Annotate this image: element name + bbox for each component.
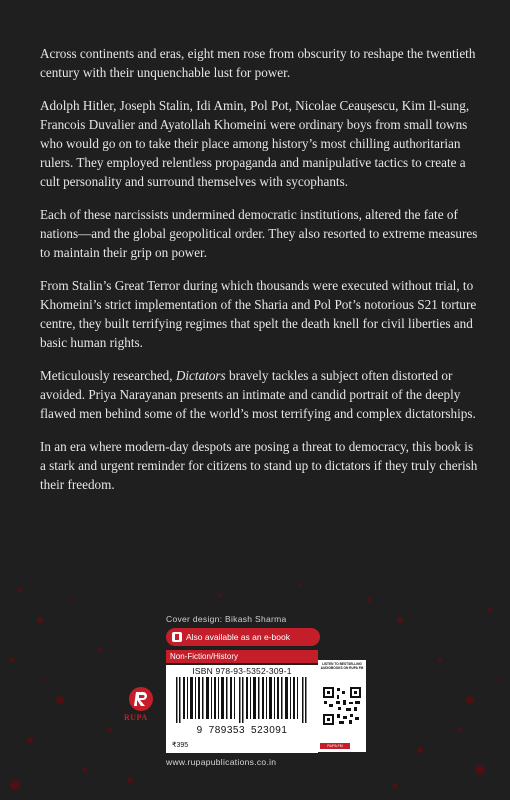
rupa-logo-icon [118, 686, 164, 714]
publisher-website[interactable]: www.rupapublications.co.in [166, 757, 277, 767]
blurb-paragraph-3: Each of these narcissists undermined democratic institutions, altered the fate of nations—and the global geopolitical order. They also resorted to extreme measures to maintain their grip on power. [40, 207, 478, 260]
back-cover-blurb [40, 44, 480, 508]
barcode-digit-lead: 9 [196, 725, 203, 736]
blurb-paragraph-4: From Stalin’s Great Terror during which thousands were executed without trial, to Khomeini’s strict implementation of the Sharia and Pol Pot’s notorious S21 torture centre, they built terrifying regimes that spelt the death knell for civil liberties and basic human rights. [40, 278, 477, 350]
isbn-number: ISBN 978-93-5352-309-1 [192, 666, 292, 676]
book-title-italic: Dictators [175, 368, 226, 383]
blurb-paragraph-1: Across continents and eras, eight men rose from obscurity to reshape the twentieth century with their unquenchable lust for power. [40, 46, 476, 80]
barcode-digit-left: 789353 [208, 725, 246, 736]
blurb-paragraph-5 [40, 366, 480, 423]
barcode-digits [166, 725, 318, 736]
ebook-availability-badge [166, 628, 320, 646]
rupa-fm-badge: RUPA FM [320, 743, 350, 749]
genre-label: Non-Fiction/History [166, 650, 318, 663]
cover-design-credit: Cover design: Bikash Sharma [166, 614, 287, 624]
blurb-p5-pre: Meticulously researched, [40, 368, 176, 383]
publisher-name: RUPA [124, 713, 148, 722]
barcode-bars [176, 677, 308, 723]
audiobook-qr-panel [318, 660, 366, 752]
qr-code-icon [322, 686, 362, 726]
barcode-panel [166, 665, 318, 741]
ebook-label: Also available as an e-book [186, 632, 290, 642]
price-label: ₹395 [166, 741, 318, 753]
blurb-paragraph-6: In an era where modern-day despots are posing a threat to democracy, this book is a stark and urgent reminder for citizens to stand up to dictators if they truly cherish their freedom. [40, 439, 478, 492]
blurb-paragraph-2: Adolph Hitler, Joseph Stalin, Idi Amin, Pol Pot, Nicolae Ceaușescu, Kim Il-sung, Francois Duvalier and Ayatollah Khomeini were ordinary boys from small towns who would go on to take their place among history’s most chilling authoritarian rulers. They employed relentless propaganda and manipulative tactics to create a cult personality and surround themselves with sycophants. [40, 98, 470, 189]
qr-header-text: LISTEN TO BESTSELLING AUDIOBOOKS ON RUPA FM [320, 662, 364, 670]
ebook-icon [172, 632, 182, 642]
barcode-digit-right: 523091 [251, 725, 288, 736]
blurb-p5-post: bravely tackles a subject often distorted or avoided. Priya Narayanan presents an intimate and candid portrait of the deeply flawed men behind some of the world’s most terrifying and complex dictatorships. [40, 368, 476, 421]
